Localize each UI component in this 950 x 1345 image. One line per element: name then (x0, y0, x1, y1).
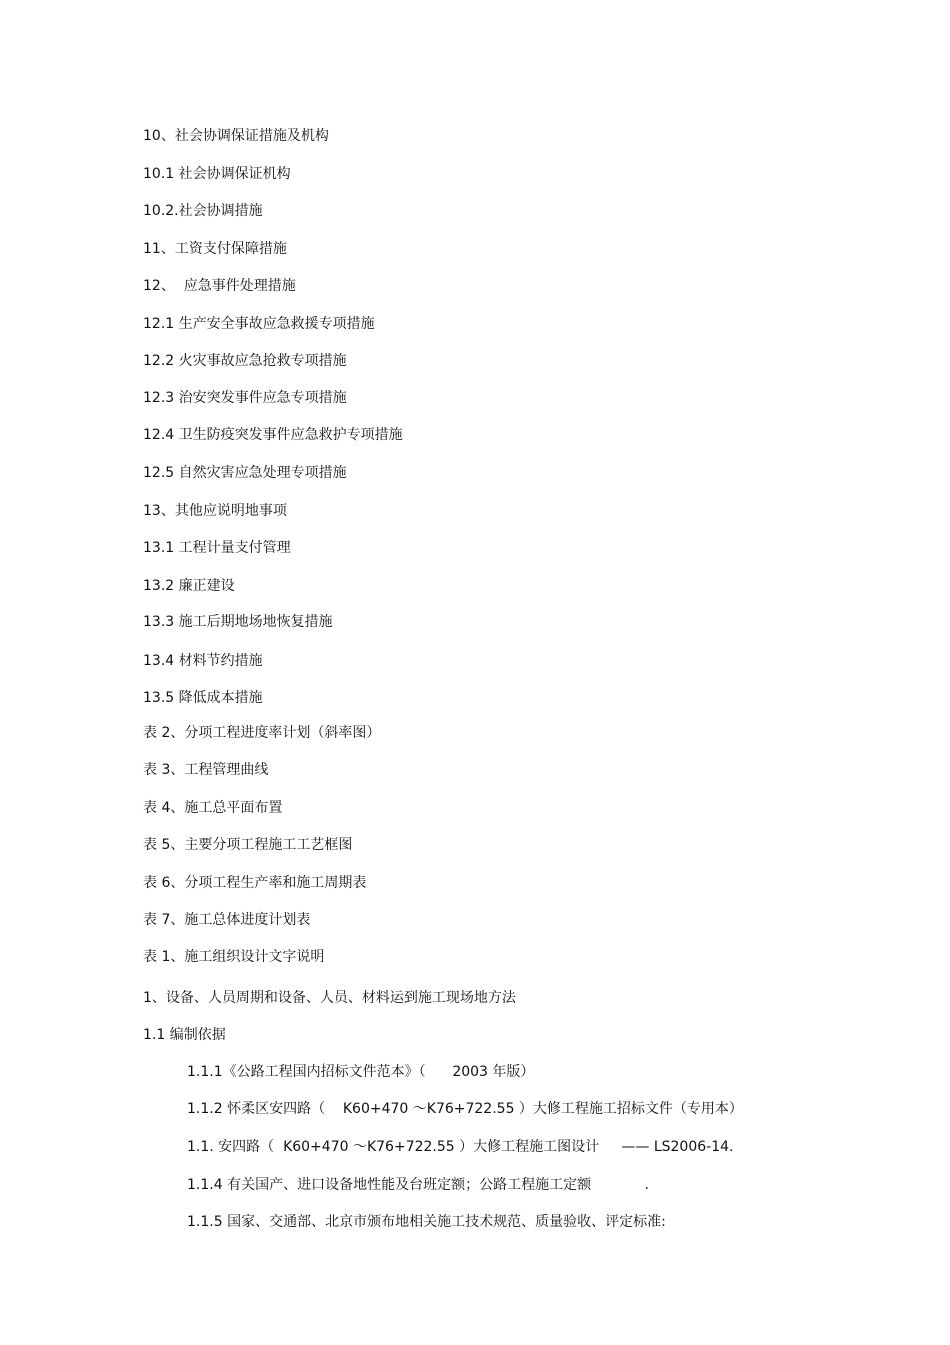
toc-line: 10、社会协调保证措施及机构 (143, 128, 329, 144)
heading-1-1: 1.1 编制依据 (143, 1027, 226, 1043)
toc-line: 12、 应急事件处理措施 (143, 278, 296, 294)
toc-line: 13.5 降低成本措施 (143, 690, 263, 706)
toc-line: 13.3 施工后期地场地恢复措施 (143, 614, 333, 630)
toc-line: 表 5、主要分项工程施工工艺框图 (143, 837, 353, 853)
toc-line: 12.2 火灾事故应急抢救专项措施 (143, 353, 347, 369)
toc-line: 13.2 廉正建设 (143, 578, 235, 594)
toc-line: 12.3 治安突发事件应急专项措施 (143, 390, 347, 406)
basis-item: 1.1.5 国家、交通部、北京市颁布地相关施工技术规范、质量验收、评定标准: (187, 1214, 666, 1230)
basis-item: 1.1.2 怀柔区安四路（ K60+470 ～K76+722.55 ）大修工程施工招标文件（专用本） (187, 1101, 743, 1117)
section-title: 表 1、施工组织设计文字说明 (143, 949, 325, 965)
toc-line: 表 7、施工总体进度计划表 (143, 912, 311, 928)
basis-item: 1.1. 安四路（ K60+470 ～K76+722.55 ）大修工程施工图设计 —— LS2006-14. (187, 1139, 734, 1155)
toc-line: 表 6、分项工程生产率和施工周期表 (143, 875, 367, 891)
toc-line: 13.1 工程计量支付管理 (143, 540, 291, 556)
toc-line: 表 4、施工总平面布置 (143, 800, 283, 816)
basis-item: 1.1.4 有关国产、进口设备地性能及台班定额；公路工程施工定额 . (187, 1177, 649, 1193)
toc-line: 13、其他应说明地事项 (143, 503, 287, 519)
toc-line: 11、工资支付保障措施 (143, 241, 287, 257)
toc-line: 13.4 材料节约措施 (143, 653, 263, 669)
toc-line: 10.1 社会协调保证机构 (143, 166, 291, 182)
toc-line: 表 2、分项工程进度率计划（斜率图） (143, 725, 381, 741)
toc-line: 12.1 生产安全事故应急救援专项措施 (143, 316, 375, 332)
toc-line: 12.4 卫生防疫突发事件应急救护专项措施 (143, 427, 403, 443)
toc-line: 12.5 自然灾害应急处理专项措施 (143, 465, 347, 481)
toc-line: 表 3、工程管理曲线 (143, 762, 269, 778)
basis-item: 1.1.1《公路工程国内招标文件范本》（ 2003 年版） (187, 1064, 535, 1080)
heading-1: 1、设备、人员周期和设备、人员、材料运到施工现场地方法 (143, 990, 516, 1006)
toc-line: 10.2.社会协调措施 (143, 203, 263, 219)
